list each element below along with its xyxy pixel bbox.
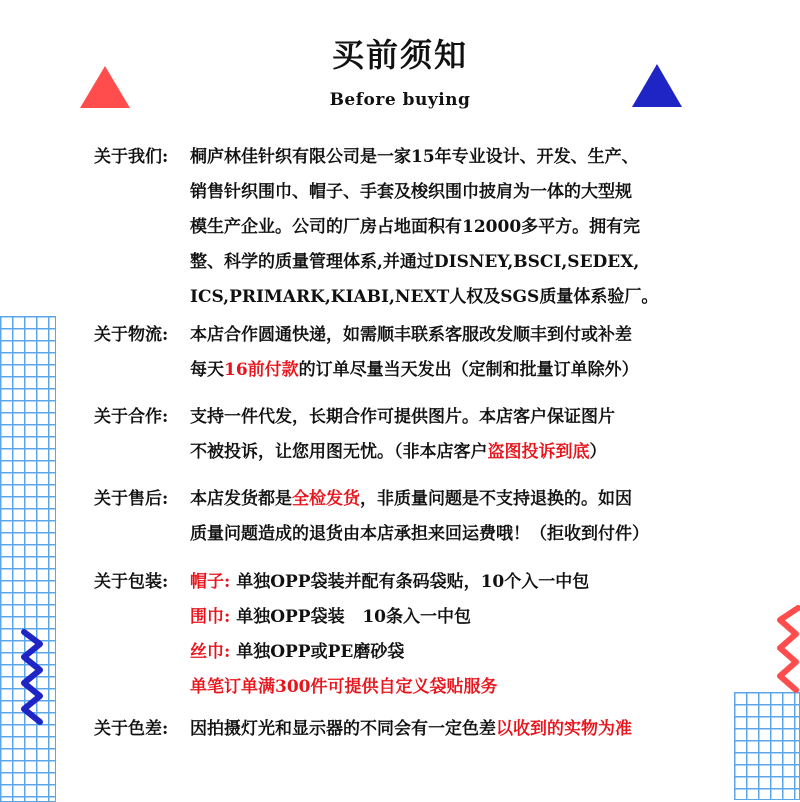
section-label: 关于我们: [94, 147, 169, 167]
after-sales-section [94, 482, 734, 552]
cooperation-text: ） [589, 442, 607, 462]
packaging-item-name: 丝巾: [190, 642, 231, 662]
logistics-text: 的订单尽量当天发出（定制和批量订单除外） [298, 360, 639, 380]
about-us-line: 桐庐林佳针织有限公司是一家15年专业设计、开发、生产、 [190, 147, 639, 167]
packaging-item-desc: 单独OPP袋装并配有条码袋贴，10个入一中包 [236, 572, 590, 592]
after-sales-text: ，非质量问题是不支持退换的。如因 [360, 489, 632, 509]
after-sales-text: 本店发货都是 [190, 489, 292, 509]
section-label: 关于合作: [94, 407, 169, 427]
cooperation-row [94, 400, 734, 435]
after-sales-highlight: 全检发货 [292, 489, 360, 509]
label-spacer [94, 635, 190, 670]
after-sales-line [190, 482, 632, 517]
zigzag-icon [16, 630, 46, 730]
about-us-row [94, 210, 734, 245]
packaging-item-name: 帽子: [190, 572, 231, 592]
logistics-highlight: 16前付款 [224, 360, 299, 380]
section-label: 关于色差: [94, 719, 169, 739]
packaging-item-desc: 单独OPP袋装 10条入一中包 [236, 607, 471, 627]
packaging-note: 单笔订单满300件可提供自定义袋贴服务 [190, 677, 498, 697]
logistics-line: 本店合作圆通快递，如需顺丰联系客服改发顺丰到付或补差 [190, 325, 632, 345]
about-us-row [94, 280, 734, 315]
section-label: 关于物流: [94, 325, 169, 345]
about-us-row [94, 245, 734, 280]
logistics-text: 每天 [190, 360, 224, 380]
logistics-line [190, 353, 639, 388]
section-label: 关于包装: [94, 572, 169, 592]
packaging-row [94, 670, 734, 705]
label-spacer [94, 245, 190, 280]
after-sales-line: 质量问题造成的退货由本店承担来回运费哦！（拒收到付件） [190, 524, 649, 544]
packaging-item [190, 600, 471, 635]
about-us-line: ICS,PRIMARK,KIABI,NEXT人权及SGS质量体系验厂。 [190, 287, 659, 307]
logistics-row [94, 353, 734, 388]
cooperation-line [190, 435, 607, 470]
color-diff-row [94, 712, 734, 747]
cooperation-text: 不被投诉，让您用图无忧。（非本店客户 [190, 442, 488, 462]
cooperation-line: 支持一件代发，长期合作可提供图片。本店客户保证图片 [190, 407, 615, 427]
about-us-line: 模生产企业。公司的厂房占地面积有12000多平方。拥有完 [190, 217, 641, 237]
label-spacer [94, 600, 190, 635]
label-spacer [94, 435, 190, 470]
packaging-row [94, 600, 734, 635]
after-sales-row [94, 517, 734, 552]
page-subtitle: Before buying [329, 90, 471, 110]
logistics-section [94, 318, 734, 388]
page-title: 买前须知 [331, 36, 468, 74]
cooperation-section [94, 400, 734, 470]
about-us-line: 销售针织围巾、帽子、手套及梭织围巾披肩为一体的大型规 [190, 182, 632, 202]
grid-pattern-icon [734, 692, 800, 800]
packaging-item [190, 635, 404, 670]
label-spacer [94, 353, 190, 388]
label-spacer [94, 517, 190, 552]
label-spacer [94, 280, 190, 315]
logistics-row [94, 318, 734, 353]
about-us-row [94, 175, 734, 210]
about-us-row [94, 140, 734, 175]
zigzag-icon [772, 604, 800, 694]
label-spacer [94, 210, 190, 245]
color-diff-section [94, 712, 734, 747]
cooperation-highlight: 盗图投诉到底 [487, 442, 590, 462]
cooperation-row [94, 435, 734, 470]
color-diff-line [190, 712, 632, 747]
packaging-row [94, 565, 734, 600]
about-us-line: 整、科学的质量管理体系,并通过DISNEY,BSCI,SEDEX, [190, 252, 640, 272]
packaging-item-name: 围巾: [190, 607, 231, 627]
packaging-row [94, 635, 734, 670]
packaging-item-desc: 单独OPP或PE磨砂袋 [236, 642, 405, 662]
packaging-section [94, 565, 734, 705]
section-label: 关于售后: [94, 489, 169, 509]
label-spacer [94, 175, 190, 210]
color-diff-highlight: 以收到的实物为准 [496, 719, 632, 739]
packaging-item [190, 565, 589, 600]
color-diff-text: 因拍摄灯光和显示器的不同会有一定色差 [190, 719, 496, 739]
after-sales-row [94, 482, 734, 517]
about-us-section [94, 140, 734, 315]
label-spacer [94, 670, 190, 705]
